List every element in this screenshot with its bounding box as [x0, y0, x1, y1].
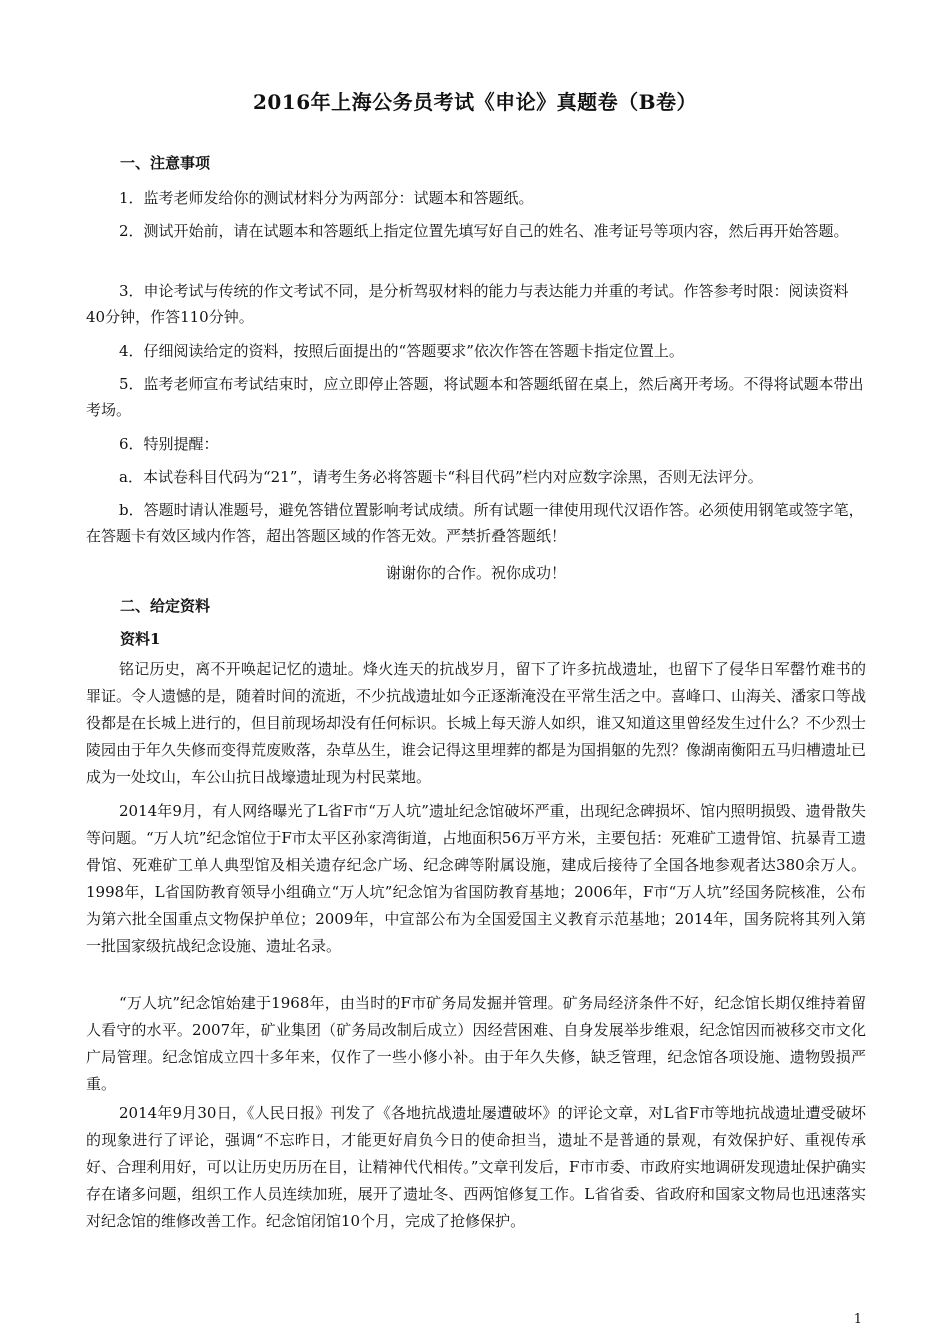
page-title: 2016年上海公务员考试《申论》真题卷（B卷） [252, 90, 698, 114]
section-heading-notes: 一、注意事项 [120, 154, 211, 172]
note-item: 2．测试开始前，请在试题本和答题纸上指定位置先填写好自己的姓名、准考证号等项内容，然后再开始答题。 [119, 222, 849, 240]
thanks-line: 谢谢你的合作。祝你成功！ [385, 564, 566, 582]
material-paragraph: 2014年9月30日，《人民日报》刊发了《各地抗战遗址屡遭破坏》的评论文章，对L省F市等地抗战遗址遭受破坏的现象进行了评论，强调“不忘昨日，才能更好肩负今日的使命担当，遗址不是普通的景观，有效保护好、重视传承好、合理利用好，可以让历史历历在目，让精神代代相传。”文章刊发后，F市市委、市政府实地调研发现遗址保护确实存在诸多问题，组织工作人员连续加班，展开了遗址冬、西两馆修复工作。L省省委、省政府和国家文物局也迅速落实对纪念馆的维修改善工作。纪念馆闭馆10个月，完成了抢修保护。 [86, 1104, 866, 1230]
note-item: 6．特别提醒： [119, 435, 219, 453]
page-number: 1 [853, 1312, 862, 1327]
material-paragraph: 2014年9月，有人网络曝光了L省F市“万人坑”遗址纪念馆破坏严重，出现纪念碑损坏、馆内照明损毁、遗骨散失等问题。“万人坑”纪念馆位于F市太平区孙家湾街道，占地面积56万平方米，主要包括：死难矿工遗骨馆、抗暴青工遗骨馆、死难矿工单人典型馆及相关遗存纪念广场、纪念碑等附属设施，建成后接待了全国各地参观者达380余万人。1998年，L省国防教育领导小组确立“万人坑”纪念馆为省国防教育基地；2006年，F市“万人坑”经国务院核准，公布为第六批全国重点文物保护单位；2009年，中宣部公布为全国爱国主义教育示范基地；2014年，国务院将其列入第一批国家级抗战纪念设施、遗址名录。 [86, 802, 866, 955]
material-paragraph: 铭记历史，离不开唤起记忆的遗址。烽火连天的抗战岁月，留下了许多抗战遗址，也留下了侵华日军罄竹难书的罪证。令人遗憾的是，随着时间的流逝，不少抗战遗址如今正逐渐淹没在平常生活之中。喜峰口、山海关、潘家口等战役都是在长城上进行的，但目前现场却没有任何标识。长城上每天游人如织，谁又知道这里曾经发生过什么？不少烈士陵园由于年久失修而变得荒废败落，杂草丛生，谁会记得这里埋葬的都是为国捐躯的先烈？像湖南衡阳五马归槽遗址已成为一处坟山，车公山抗日战壕遗址现为村民菜地。 [86, 660, 867, 786]
note-item: b．答题时请认准题号，避免答错位置影响考试成绩。所有试题一律使用现代汉语作答。必须使用钢笔或签字笔，在答题卡有效区域内作答，超出答题区域的作答无效。严禁折叠答题纸！ [86, 501, 864, 545]
material-paragraph: “万人坑”纪念馆始建于1968年，由当时的F市矿务局发掘并管理。矿务局经济条件不好，纪念馆长期仅维持着留人看守的水平。2007年，矿业集团（矿务局改制后成立）因经营困难、自身发展举步维艰，纪念馆因而被移交市文化广局管理。纪念馆成立四十多年来，仅作了一些小修小补。由于年久失修，缺乏管理，纪念馆各项设施、遗物毁损严重。 [86, 994, 866, 1093]
section-heading-materials: 二、给定资料 [120, 597, 211, 615]
material-label: 资料1 [120, 630, 161, 648]
note-item: 5．监考老师宣布考试结束时，应立即停止答题，将试题本和答题纸留在桌上，然后离开考场。不得将试题本带出考场。 [86, 375, 864, 419]
note-item: 3．申论考试与传统的作文考试不同，是分析驾驭材料的能力与表达能力并重的考试。作答参考时限：阅读资料40分钟，作答110分钟。 [86, 282, 849, 326]
note-item: 1．监考老师发给你的测试材料分为两部分：试题本和答题纸。 [119, 189, 534, 207]
note-item: a．本试卷科目代码为“21”，请考生务必将答题卡“科目代码”栏内对应数字涂黑，否则无法评分。 [119, 468, 763, 486]
note-item: 4．仔细阅读给定的资料，按照后面提出的“答题要求”依次作答在答题卡指定位置上。 [119, 342, 684, 360]
